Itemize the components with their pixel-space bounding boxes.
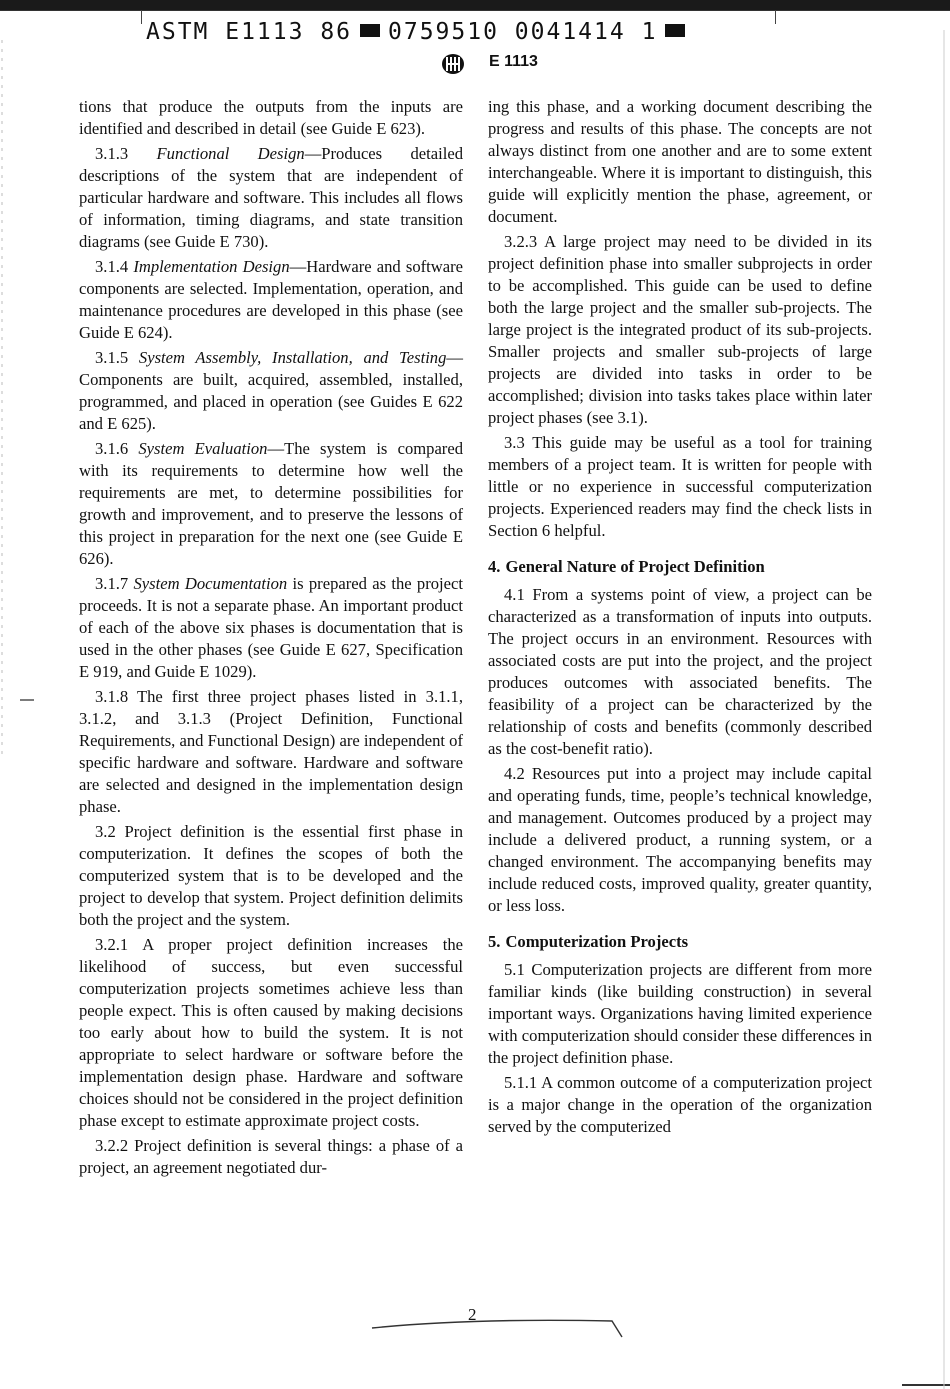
paragraph: ing this phase, and a working document describing the progress and results of this phase. The concepts are not always distinct from one another and are to some extent interchangeable. Where it is important to distinguish, this guide will explicitly mention the phase, agreement, or document.: [488, 97, 872, 226]
paragraph-body: is prepared as the project proceeds. It is not a separate phase. An important product of each of the above six phases is documentation that is used in the other phases (see Guide E 627, Specification E 919, and Guide E 1029).: [79, 574, 463, 681]
code-block-mark: [665, 24, 685, 37]
defined-term: Implementation Design: [133, 257, 290, 276]
defined-term: System Documentation: [133, 574, 288, 593]
section-heading: [488, 556, 872, 578]
defined-term: System Assembly, Installation, and Testing: [138, 348, 447, 367]
paragraph-number: 3.1.5: [95, 348, 129, 367]
paragraph: 5.1.1 A common outcome of a computerization project is a major change in the operation of the organization served by the computerized: [488, 1073, 872, 1136]
scan-tick-mark: [775, 10, 776, 24]
paragraph: [79, 143, 463, 253]
defined-term: System Evaluation: [138, 439, 268, 458]
paragraph: [79, 256, 463, 344]
paragraph: [79, 438, 463, 570]
paragraph: tions that produce the outputs from the inputs are identified and described in detail (see Guide E 623).: [79, 97, 463, 138]
paragraph: [79, 573, 463, 683]
paragraph-number: 3.1.3: [95, 144, 129, 163]
document-code-part1: ASTM E1113 86: [146, 19, 353, 45]
paragraph: 3.2.1 A proper project definition increases the likelihood of success, but even successful computerization projects sometimes achieve less than people expect. This is often caused by making decisions too early about how to build the system. It is not appropriate to select hardware or software before the implementation design phase. Hardware and software choices should not be considered in the project definition phase except to estimate approximate project costs.: [79, 935, 463, 1130]
paragraph-body: —Components are built, acquired, assembled, installed, programmed, and placed in operation (see Guides E 622 and E 625).: [79, 348, 463, 433]
paragraph-number: 3.1.4: [95, 257, 129, 276]
document-code-part2: 0759510 0041414 1: [388, 19, 658, 45]
document-designation: E 1113: [489, 53, 538, 70]
scan-stroke-mark: [372, 1320, 622, 1337]
paragraph-number: 3.1.7: [95, 574, 129, 593]
paragraph: 3.2.2 Project definition is several things: a phase of a project, an agreement negotiated dur-: [79, 1136, 463, 1177]
section-heading-text: Computerization Projects: [505, 932, 689, 951]
defined-term: Functional Design: [156, 144, 305, 163]
section-heading-number: 4.: [488, 557, 501, 576]
section-heading: [488, 931, 872, 953]
paragraph-body: —The system is compared with its requirements to determine how well the requirements are met, to determine possibilities for growth and improvement, and to preserve the lessons of this project in preparation for the next one (see Guide E 626).: [79, 439, 463, 568]
paragraph-body: —Produces detailed descriptions of the system that are independent of particular hardware and software. This includes all flows of information, timing diagrams, and state transition diagrams (see Guide E 730).: [79, 144, 463, 251]
page-number: 2: [468, 1305, 477, 1324]
paragraph: 4.2 Resources put into a project may include capital and operating funds, time, people’s technical knowledge, and management. Outcomes produced by a project may include a delivered product, a running system, or a changed environment. The accompanying benefits may include reduced costs, improved quality, greater quantity, or less loss.: [488, 764, 872, 915]
paragraph: 3.1.8 The first three project phases listed in 3.1.1, 3.1.2, and 3.1.3 (Project Definition, Functional Requirements, and Functional Design) are independent of specific hardware and software. Hardware and software are selected and designed in the implementation design phase.: [79, 687, 463, 816]
paragraph: 4.1 From a systems point of view, a project can be characterized as a transformation of inputs into outputs. The project occurs in an environment. Resources with associated costs are put into the project, and the project produces outcomes with associated benefits. The feasibility of a project can be characterized by the relationship of costs and benefits (commonly described as the cost-benefit ratio).: [488, 585, 872, 758]
paragraph-body: —Hardware and software components are selected. Implementation, operation, and maintenance procedures are developed in this phase (see Guide E 624).: [79, 257, 463, 342]
paragraph: 3.2.3 A large project may need to be divided in its project definition phase into smaller subprojects in order to be accomplished. This guide can be used to define both the large project and the smaller sub-projects. The large project is the integrated product of its sub-projects. Smaller projects and smaller sub-projects of large projects are divided into tasks in order to be accomplished; division into tasks takes place within later project phases (see 3.1).: [488, 232, 872, 427]
paragraph: [79, 347, 463, 435]
left-text-column: [79, 96, 463, 1182]
document-code-header: [146, 19, 693, 45]
scan-tick-mark: [141, 10, 142, 24]
scan-top-line: [0, 10, 950, 11]
section-heading-number: 5.: [488, 932, 501, 951]
astm-logo-icon: [441, 53, 465, 75]
scan-top-bar: [0, 0, 950, 10]
code-block-mark: [360, 24, 380, 37]
paragraph: 5.1 Computerization projects are different from more familiar kinds (like building construction) in several important ways. Organizations having limited experience with computerization should consider these differences in the project definition phase.: [488, 960, 872, 1067]
paragraph-number: 3.1.6: [95, 439, 129, 458]
paragraph: 3.3 This guide may be useful as a tool for training members of a project team. It is written for people with little or no experience in successful computerization projects. Experienced readers may find the check lists in Section 6 helpful.: [488, 433, 872, 540]
right-text-column: [488, 96, 872, 1141]
section-heading-text: General Nature of Project Definition: [505, 557, 765, 576]
paragraph: 3.2 Project definition is the essential first phase in computerization. It defines the scopes of both the computerized system that is to be developed and the project to develop that system. Project definition delimits both the project and the system.: [79, 822, 463, 929]
